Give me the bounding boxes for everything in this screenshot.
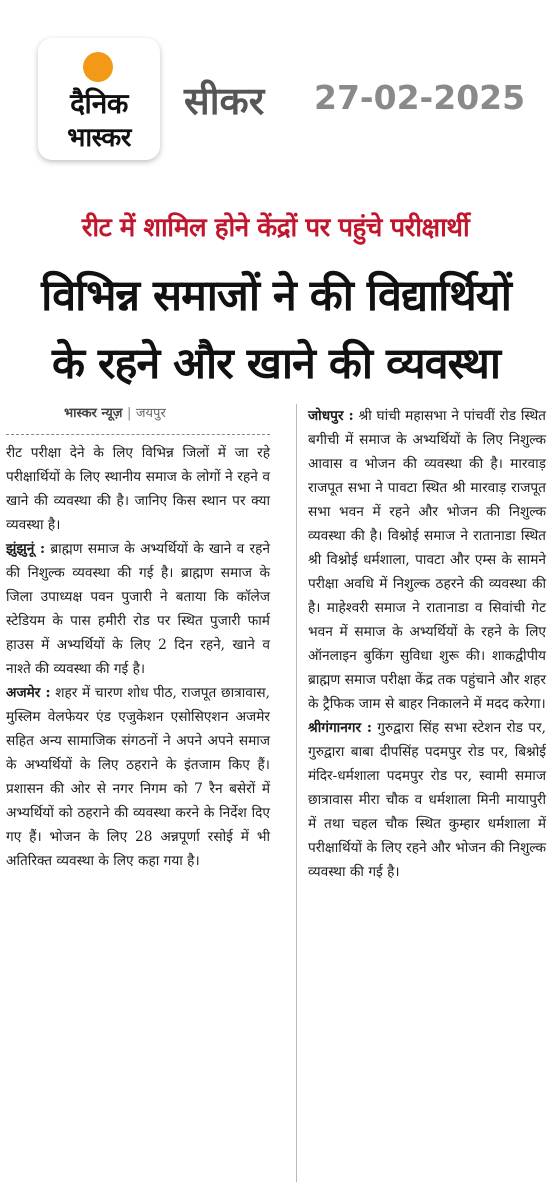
dateline-jhunjhunu: झुंझुनूं :	[6, 541, 46, 557]
byline-separator: |	[126, 406, 132, 421]
edition-date: 27-02-2025	[314, 78, 526, 117]
headline-line-2: के रहने और खाने की व्यवस्था	[51, 339, 501, 389]
section-ajmer-text: शहर में चारण शोध पीठ, राजपूत छात्रावास, मुस्लिम वेलफेयर एंड एजुकेशन एसोसिएशन अजमेर सहित अन्य सामाजिक संगठनों ने अपने अपने समाज के अभ्यर्थियों के लिए ठहराने के इंतजाम किए हैं। प्रशासन की ओर से नगर निगम को 7 रैन बसेरों में अभ्यर्थियों को ठहराने की व्यवस्था करने के निर्देश दिए गए हैं। भोजन के लिए 28 अन्नपूर्णा रसोई में भी अतिरिक्त व्यवस्था के लिए कहा गया है।	[6, 685, 271, 869]
byline-place: जयपुर	[135, 406, 166, 421]
dateline-jodhpur: जोधपुर :	[308, 408, 354, 424]
byline-rule	[6, 434, 270, 435]
edition-city: सीकर	[184, 79, 265, 123]
logo-text-bhaskar: भास्कर	[67, 123, 131, 153]
article-intro: रीट परीक्षा देने के लिए विभिन्न जिलों में जा रहे परीक्षार्थियों के लिए स्थानीय समाज के लोगों ने रहने व खाने की व्यवस्था की है। जानिए किस स्थान पर क्या व्यवस्था है।	[6, 445, 270, 533]
dateline-sriganganagar: श्रीगंगानगर :	[308, 720, 372, 736]
dateline-ajmer: अजमेर :	[6, 685, 51, 701]
article-column-right	[308, 404, 546, 884]
sun-icon	[83, 52, 113, 82]
byline-source: भास्कर न्यूज़	[64, 406, 123, 421]
byline	[6, 404, 270, 424]
section-jodhpur	[308, 404, 546, 716]
logo-text-dainik: दैनिक	[70, 87, 128, 120]
section-jodhpur-text: श्री घांची महासभा ने पांचवीं रोड स्थित बगीची में समाज के अभ्यर्थियों के लिए निशुल्क आवास व भोजन की व्यवस्था की है। मारवाड़ राजपूत सभा ने पावटा स्थित श्री मारवाड़ राजपूत सभा भवन में रहने और भोजन की निशुल्क व्यवस्था की है। विश्नोई समाज ने रातानाडा स्थित श्री विश्नोई धर्मशाला, पावटा और एम्स के सामने परीक्षा अवधि में निशुल्क ठहरने की व्यवस्था की है। माहेश्वरी समाज ने रातानाडा व सिवांची गेट भवन में समाज के अभ्यर्थियों के रहने के लिए ऑनलाइन बुकिंग सुविधा शुरू की। शाकद्वीपीय ब्राह्मण समाज परीक्षा केंद्र तक पहुंचाने और शहर के ट्रैफिक जाम से बाहर निकालने में मदद करेगा।	[308, 408, 546, 712]
headline-line-1: विभिन्न समाजों ने की विद्यार्थियों	[41, 271, 511, 321]
section-jhunjhunu	[6, 537, 270, 681]
section-jhunjhunu-text: ब्राह्मण समाज के अभ्यर्थियों के खाने व रहने की निशुल्क व्यवस्था की गई है। ब्राह्मण समाज के जिला उपाध्यक्ष पवन पुजारी ने बताया कि कॉलेज स्टेडियम के पास हमीरी रोड पर स्थित पुजारी फार्म हाउस में अभ्यर्थियों के लिए 2 दिन रहने, खाने व नाश्ते की व्यवस्था की गई है।	[6, 541, 270, 677]
article-kicker: रीट में शामिल होने केंद्रों पर पहुंचे परीक्षार्थी	[81, 213, 470, 243]
dainik-bhaskar-logo	[38, 38, 160, 160]
column-divider	[296, 404, 297, 1182]
section-ajmer	[6, 681, 270, 873]
section-sriganganagar	[308, 716, 546, 884]
article-column-left	[6, 404, 270, 873]
section-sriganganagar-text: गुरुद्वारा सिंह सभा स्टेशन रोड पर, गुरुद्वारा बाबा दीपसिंह पदमपुर रोड पर, बिश्नोई मंदिर-धर्मशाला पदमपुर रोड पर, स्वामी समाज छात्रावास मीरा चौक व धर्मशाला मिनी मायापुरी में तथा चहल चौक स्थित कुम्हार धर्मशाला में परीक्षार्थियों के लिए रहने और भोजन की निशुल्क व्यवस्था की गई है।	[308, 720, 546, 880]
